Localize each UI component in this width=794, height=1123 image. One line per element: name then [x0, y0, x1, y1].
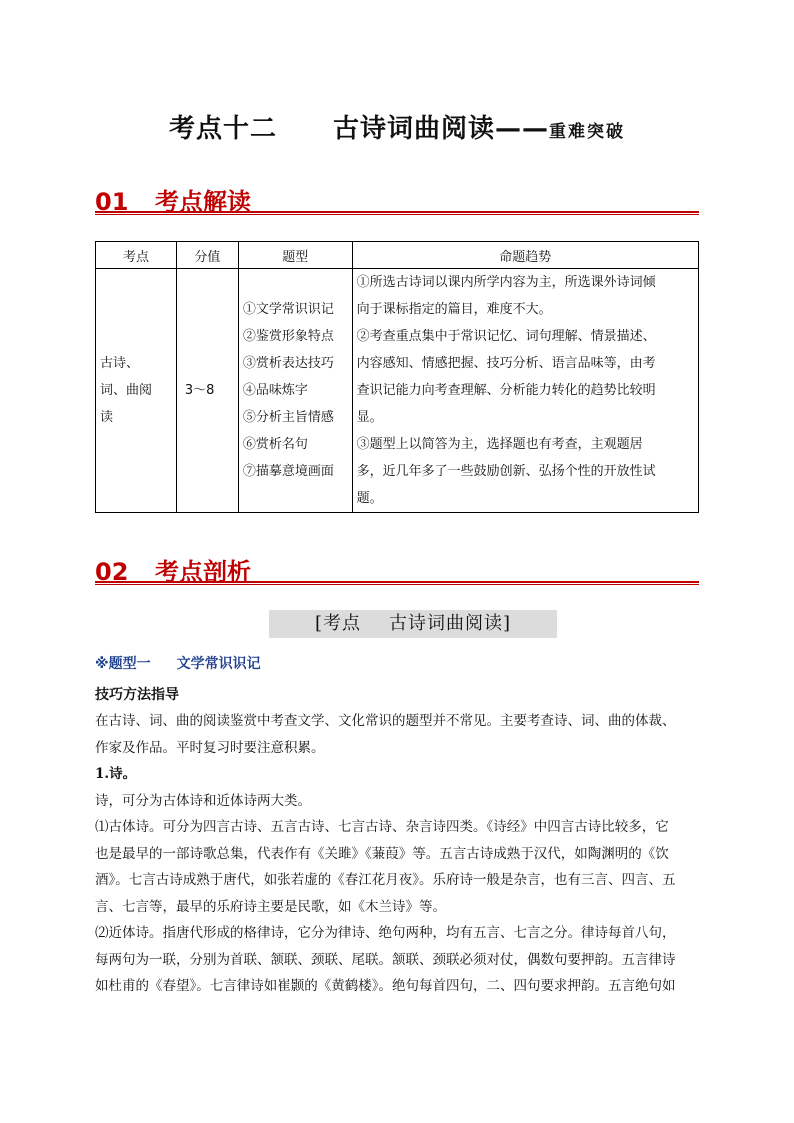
cell-score: 3～8	[176, 269, 238, 513]
type-item: ⑥赏析名句	[242, 437, 308, 452]
section-number: 01	[95, 188, 129, 216]
trend-line: 题。	[356, 491, 383, 506]
cell-trend	[352, 269, 698, 513]
page-title	[0, 108, 794, 145]
trend-line: 显。	[356, 410, 383, 425]
section-label: 考点解读	[155, 188, 251, 216]
trend-line: 向于课标指定的篇目，难度不大。	[356, 302, 552, 317]
question-type-heading	[95, 653, 261, 673]
type-item: ⑤分析主旨情感	[242, 410, 334, 425]
type-item: ②鉴赏形象特点	[242, 329, 334, 344]
guide-heading: 技巧方法指导	[95, 687, 179, 703]
analysis-title-b: 古诗词曲阅读]	[389, 613, 512, 634]
question-type-name: 文学常识识记	[176, 656, 261, 672]
cell-types	[238, 269, 352, 513]
type-item: ④品味炼字	[242, 383, 308, 398]
col-header-trend: 命题趋势	[352, 242, 698, 269]
paragraph-line: 作家及作品。平时复习时要注意积累。	[95, 739, 325, 756]
analysis-title-a: [考点	[314, 613, 361, 634]
subheading-poem: 1.诗。	[95, 766, 137, 782]
paragraph-line: ⑴古体诗。可分为四言古诗、五言古诗、七言古诗、杂言诗四类。《诗经》中四言古诗比较多，它	[95, 819, 669, 835]
paragraph-line: 诗，可分为古体诗和近体诗两大类。	[95, 792, 311, 809]
paragraph-line: 言、七言等，最早的乐府诗主要是民歌，如《木兰诗》等。	[95, 898, 446, 915]
body-text	[95, 708, 705, 1000]
trend-line: 内容感知、情感把握、技巧分析、语言品味等，由考	[356, 356, 656, 371]
section-label: 考点剖析	[155, 558, 251, 586]
section-rule-1	[95, 211, 699, 215]
topic-line: 古诗、	[100, 356, 140, 371]
cell-topic	[96, 269, 177, 513]
trend-line: ①所选古诗词以课内所学内容为主，所选课外诗词倾	[356, 275, 656, 290]
question-type-label: ※题型一	[95, 656, 151, 672]
paragraph-line: 如杜甫的《春望》。七言律诗如崔颢的《黄鹤楼》。绝句每首四句，二、四句要求押韵。五言绝句如	[95, 978, 676, 994]
paragraph-line: ⑵近体诗。指唐代形成的格律诗，它分为律诗、绝句两种，均有五言、七言之分。律诗每首八句，	[95, 925, 676, 941]
paragraph-line: 每两句为一联，分别为首联、颔联、颈联、尾联。颔联、颈联必须对仗，偶数句要押韵。五言律诗	[95, 951, 676, 968]
topic-line: 读	[100, 410, 114, 425]
topic-line: 词、曲阅	[100, 383, 153, 398]
table-row	[96, 269, 699, 513]
paragraph-line: 也是最早的一部诗歌总集，代表作有《关雎》《蒹葭》等。五言古诗成熟于汉代，如陶渊明的《饮	[95, 845, 669, 862]
col-header-topic: 考点	[96, 242, 177, 269]
title-sub: 重难突破	[549, 122, 626, 142]
paragraph-line: 在古诗、词、曲的阅读鉴赏中考查文学、文化常识的题型并不常见。主要考查诗、词、曲的体裁、	[95, 713, 676, 729]
col-header-type: 题型	[238, 242, 352, 269]
paragraph-line: 酒》。七言古诗成熟于唐代，如张若虚的《春江花月夜》。乐府诗一般是杂言，也有三言、四言、五	[95, 872, 676, 888]
trend-line: ③题型上以简答为主，选择题也有考查，主观题居	[356, 437, 643, 452]
exam-point-table	[95, 241, 699, 513]
table-header-row	[96, 242, 699, 269]
trend-line: ②考查重点集中于常识记忆、词句理解、情景描述、	[356, 329, 656, 344]
section-rule-2	[95, 581, 699, 585]
type-item: ①文学常识识记	[242, 302, 334, 317]
title-main-b: 古诗词曲阅读——	[333, 114, 550, 144]
trend-line: 多，近几年多了一些鼓励创新、弘扬个性的开放性试	[356, 464, 656, 479]
type-item: ③赏析表达技巧	[242, 356, 334, 371]
trend-line: 查识记能力向考查理解、分析能力转化的趋势比较明	[356, 383, 656, 398]
title-main-a: 考点十二	[168, 114, 277, 144]
col-header-score: 分值	[176, 242, 238, 269]
section-number: 02	[95, 558, 129, 586]
type-item: ⑦描摹意境画面	[242, 464, 334, 479]
analysis-title-box	[269, 610, 557, 638]
